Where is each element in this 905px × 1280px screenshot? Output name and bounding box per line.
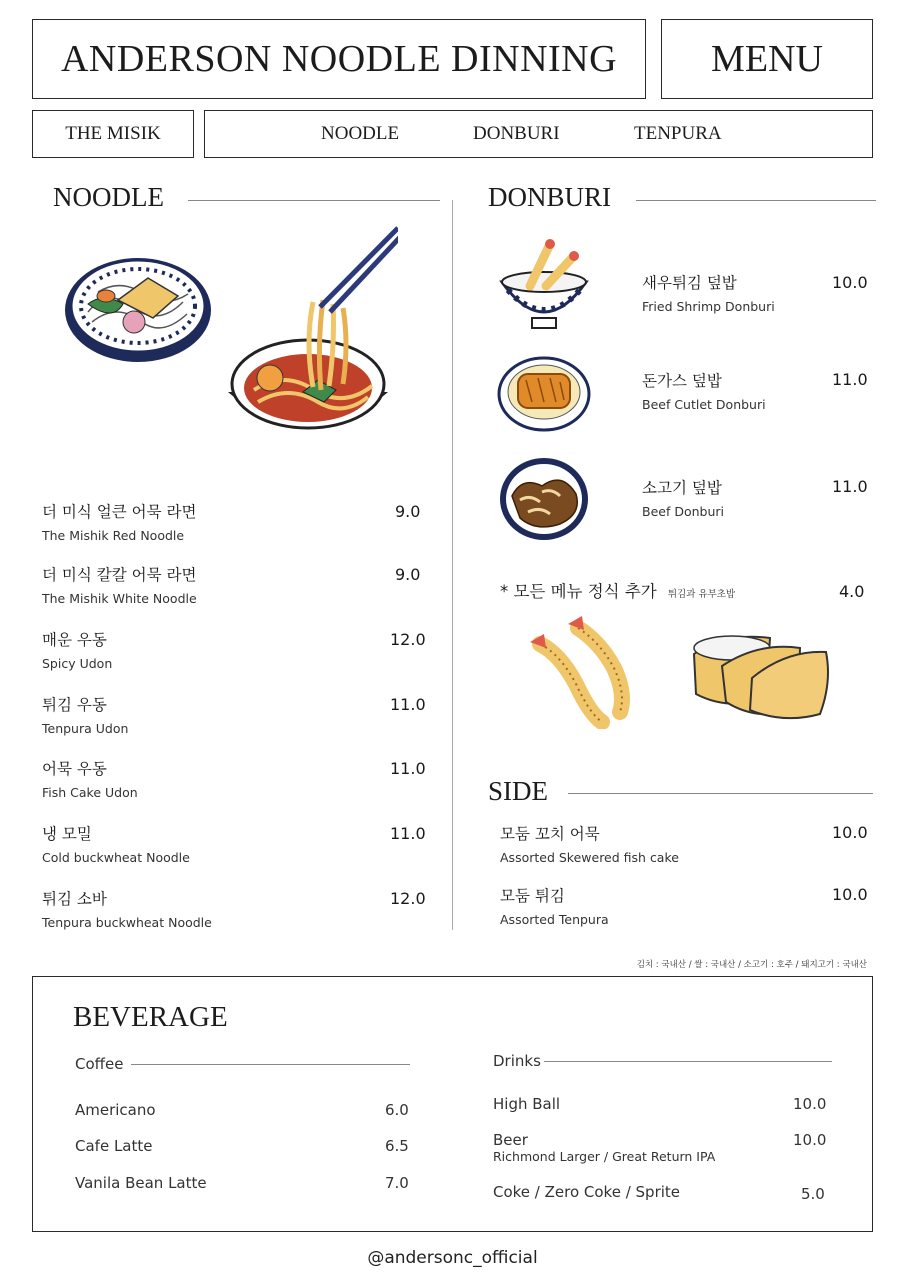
tempura-inari-illustration [526, 614, 836, 729]
item-name-en: Assorted Tenpura [500, 912, 609, 927]
list-item [500, 884, 609, 927]
item-name-en: Beef Donburi [642, 504, 724, 519]
item-price: 11.0 [390, 695, 426, 714]
item-name-ko: 매운 우동 [42, 631, 107, 649]
item-price: 9.0 [395, 565, 421, 584]
item-name-ko: 냉 모밀 [42, 825, 92, 843]
udon-bowl-icon [65, 258, 211, 362]
list-item [42, 887, 212, 930]
bev-price: 10.0 [793, 1131, 827, 1149]
list-item [642, 369, 766, 412]
bev-name: Coke / Zero Coke / Sprite [493, 1183, 681, 1201]
item-name-en: Cold buckwheat Noodle [42, 850, 190, 865]
inari-sushi-icon [694, 636, 828, 718]
item-price: 10.0 [832, 823, 868, 842]
item-price: 9.0 [395, 502, 421, 521]
beverage-section-title: BEVERAGE [73, 1001, 228, 1033]
tab-donburi[interactable]: DONBURI [473, 123, 560, 144]
item-price: 12.0 [390, 630, 426, 649]
list-item [42, 822, 190, 865]
fried-shrimp-icon [530, 616, 622, 722]
noodle-section-title: NOODLE [53, 182, 164, 212]
item-name-ko: 더 미식 얼큰 어묵 라면 [42, 503, 197, 521]
beef-donburi-icon [498, 456, 590, 542]
origin-note: 김치 : 국내산 / 쌀 : 국내산 / 소고기 : 호주 / 돼지고기 : 국내산 [636, 960, 867, 970]
item-name-ko: 모둠 튀김 [500, 887, 565, 905]
item-name-ko: 소고기 덮밥 [642, 479, 722, 497]
menu-label-box [661, 19, 873, 99]
item-price: 11.0 [390, 824, 426, 843]
donburi-title-rule [636, 200, 876, 201]
bev-price: 6.5 [385, 1137, 409, 1155]
noodle-illustration [58, 222, 398, 467]
item-name-ko: 튀김 소바 [42, 890, 107, 908]
ramen-bowl-icon [228, 228, 398, 428]
item-price: 11.0 [390, 759, 426, 778]
bev-name: Cafe Latte [75, 1137, 153, 1155]
addon-line [500, 578, 735, 602]
beverage-box [32, 976, 873, 1232]
bev-name: Vanila Bean Latte [75, 1174, 207, 1192]
item-name-en: Tenpura buckwheat Noodle [42, 915, 212, 930]
side-section-title: SIDE [488, 776, 548, 806]
item-name-en: Assorted Skewered fish cake [500, 850, 679, 865]
item-name-en: The Mishik Red Noodle [42, 528, 185, 543]
bev-price: 5.0 [801, 1185, 825, 1203]
list-item [42, 757, 138, 800]
bev-name: High Ball [493, 1095, 561, 1113]
coffee-rule [131, 1064, 410, 1065]
bev-subtitle: Richmond Larger / Great Return IPA [493, 1149, 716, 1164]
brand-tab[interactable] [32, 110, 194, 158]
item-name-ko: 어묵 우동 [42, 760, 107, 778]
bev-price: 6.0 [385, 1101, 409, 1119]
restaurant-title: ANDERSON NOODLE DINNING [60, 38, 618, 80]
category-nav [204, 110, 873, 158]
donburi-section-title: DONBURI [488, 182, 612, 212]
cutlet-donburi-icon [496, 352, 592, 432]
item-name-en: Fish Cake Udon [42, 785, 138, 800]
shrimp-donburi-icon [498, 236, 590, 332]
item-price: 10.0 [832, 885, 868, 904]
item-price: 10.0 [832, 273, 868, 292]
drinks-label: Drinks [493, 1052, 541, 1070]
list-item [42, 693, 128, 736]
bev-name: Americano [75, 1101, 156, 1119]
item-name-en: Fried Shrimp Donburi [642, 299, 775, 314]
drinks-rule [544, 1061, 832, 1062]
item-name-ko: 모둠 꼬치 어묵 [500, 825, 600, 843]
bev-price: 10.0 [793, 1095, 827, 1113]
bev-name: Beer [493, 1131, 528, 1149]
item-name-ko: 새우튀김 덮밥 [642, 274, 737, 292]
list-item [42, 628, 112, 671]
item-name-ko: 더 미식 칼칼 어묵 라면 [42, 566, 197, 584]
side-title-rule [568, 793, 873, 794]
title-box [32, 19, 646, 99]
coffee-label: Coffee [75, 1055, 124, 1073]
list-item [42, 500, 196, 543]
tab-tenpura[interactable]: TENPURA [634, 123, 722, 144]
instagram-handle[interactable]: @andersonc_official [367, 1248, 538, 1268]
item-name-en: The Mishik White Noodle [42, 591, 197, 606]
addon-price: 4.0 [839, 582, 865, 601]
list-item [500, 822, 679, 865]
item-name-en: Tenpura Udon [42, 721, 129, 736]
tab-noodle[interactable]: NOODLE [321, 123, 400, 144]
list-item [42, 563, 197, 606]
item-price: 12.0 [390, 889, 426, 908]
addon-note: 튀김과 유부초밥 [667, 589, 736, 600]
item-name-ko: 튀김 우동 [42, 696, 107, 714]
list-item [642, 271, 775, 314]
list-item [642, 476, 724, 519]
item-price: 11.0 [832, 477, 868, 496]
column-divider [452, 200, 453, 930]
item-name-ko: 돈가스 덮밥 [642, 372, 722, 390]
bev-price: 7.0 [385, 1174, 409, 1192]
item-name-en: Beef Cutlet Donburi [642, 397, 766, 412]
item-name-en: Spicy Udon [42, 656, 113, 671]
item-price: 11.0 [832, 370, 868, 389]
brand-label: THE MISIK [65, 123, 161, 144]
noodle-title-rule [188, 200, 440, 201]
addon-label: * 모든 메뉴 정식 추가 [500, 582, 657, 601]
menu-label: MENU [711, 38, 823, 80]
